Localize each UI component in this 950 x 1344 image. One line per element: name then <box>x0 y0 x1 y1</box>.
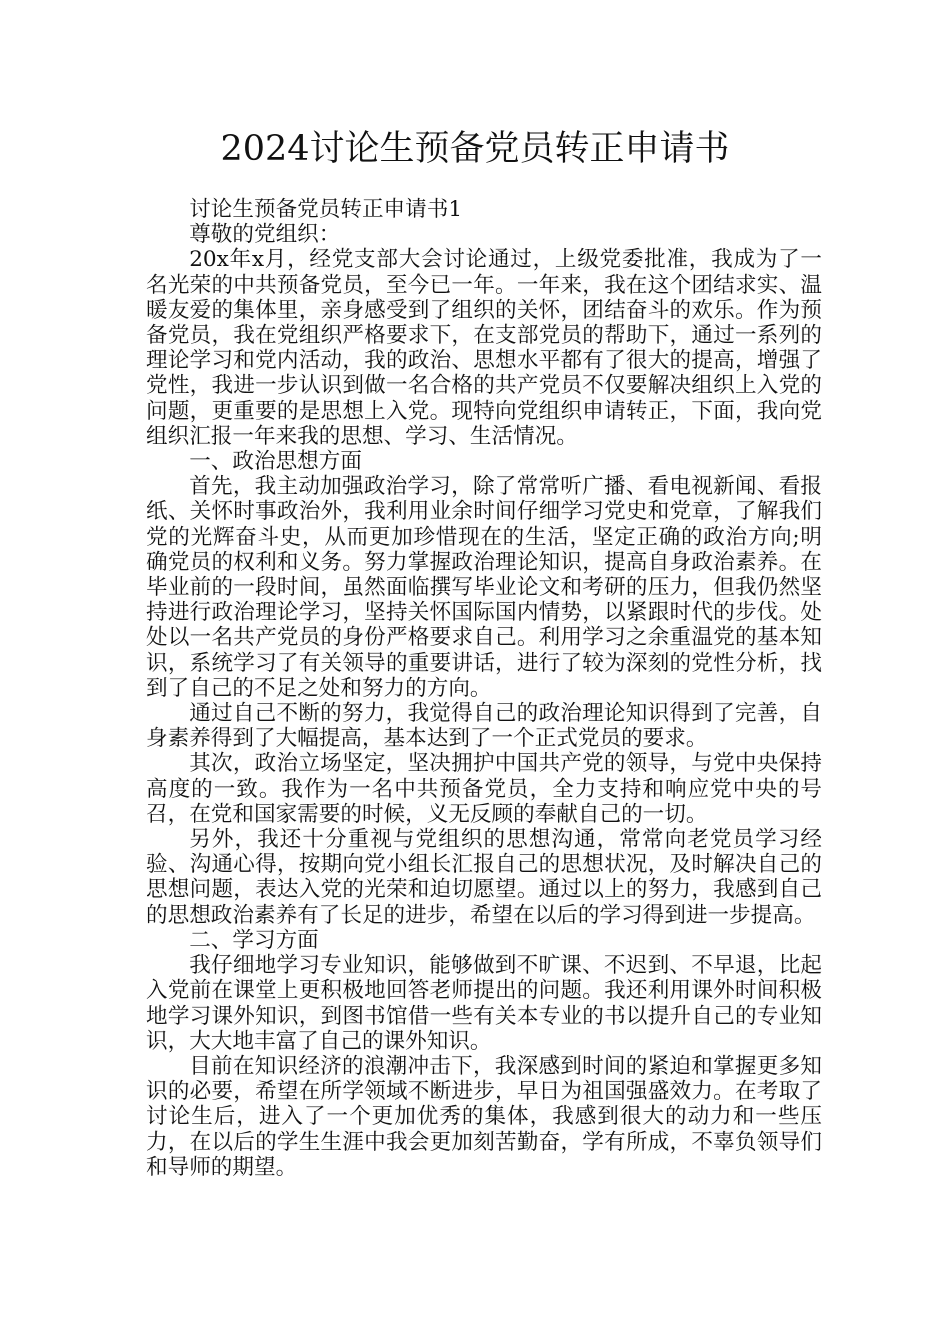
paragraph: 另外，我还十分重视与党组织的思想沟通，常常向老党员学习经验、沟通心得，按期向党小组长汇报自己的思想状况，及时解决自己的思想问题，表达入党的光荣和迫切愿望。通过以上的努力，我感到自己的思想政治素养有了长足的进步，希望在以后的学习得到进一步提高。 <box>146 827 822 928</box>
paragraph: 通过自己不断的努力，我觉得自己的政治理论知识得到了完善，自身素养得到了大幅提高，基本达到了一个正式党员的要求。 <box>146 701 822 752</box>
document-subtitle: 讨论生预备党员转正申请书1 <box>189 197 463 222</box>
document-body <box>146 197 822 1180</box>
section-heading: 一、政治思想方面 <box>189 449 362 475</box>
paragraph: 目前在知识经济的浪潮冲击下，我深感到时间的紧迫和掌握更多知识的必要，希望在所学领域不断进步，早日为祖国强盛效力。在考取了讨论生后，进入了一个更加优秀的集体，我感到很大的动力和一些压力，在以后的学生生涯中我会更加刻苦勤奋，学有所成，不辜负领导们和导师的期望。 <box>146 1053 822 1180</box>
document-title: 2024讨论生预备党员转正申请书 <box>220 129 730 169</box>
paragraph: 首先，我主动加强政治学习，除了常常听广播、看电视新闻、看报纸、关怀时事政治外，我利用业余时间仔细学习党史和党章，了解我们党的光辉奋斗史，从而更加珍惜现在的生活，坚定正确的政治方向;明确党员的权利和义务。努力掌握政治理论知识，提高自身政治素养。在毕业前的一段时间，虽然面临撰写毕业论文和考研的压力，但我仍然坚持进行政治理论学习，坚持关怀国际国内情势，以紧跟时代的步伐。处处以一名共产党员的身份严格要求自己。利用学习之余重温党的基本知识，系统学习了有关领导的重要讲话，进行了较为深刻的党性分析，找到了自己的不足之处和努力的方向。 <box>146 474 822 701</box>
paragraph: 我仔细地学习专业知识，能够做到不旷课、不迟到、不早退，比起入党前在课堂上更积极地回答老师提出的问题。我还利用课外时间积极地学习课外知识，到图书馆借一些有关本专业的书以提升自己的专业知识，大大地丰富了自己的课外知识。 <box>146 953 822 1054</box>
paragraph: 20x年x月，经党支部大会讨论通过，上级党委批准，我成为了一名光荣的中共预备党员，至今已一年。一年来，我在这个团结求实、温暖友爱的集体里，亲身感受到了组织的关怀，团结奋斗的欢乐。作为预备党员，我在党组织严格要求下，在支部党员的帮助下，通过一系列的理论学习和党内活动，我的政治、思想水平都有了很大的提高，增强了党性，我进一步认识到做一名合格的共产党员不仅要解决组织上入党的问题，更重要的是思想上入党。现特向党组织申请转正，下面，我向党组织汇报一年来我的思想、学习、生活情况。 <box>146 247 822 449</box>
section-heading: 二、学习方面 <box>189 927 319 953</box>
paragraph: 其次，政治立场坚定，坚决拥护中国共产党的领导，与党中央保持高度的一致。我作为一名中共预备党员，全力支持和响应党中央的号召，在党和国家需要的时候，义无反顾的奉献自己的一切。 <box>146 751 822 827</box>
salutation: 尊敬的党组织： <box>189 222 341 248</box>
